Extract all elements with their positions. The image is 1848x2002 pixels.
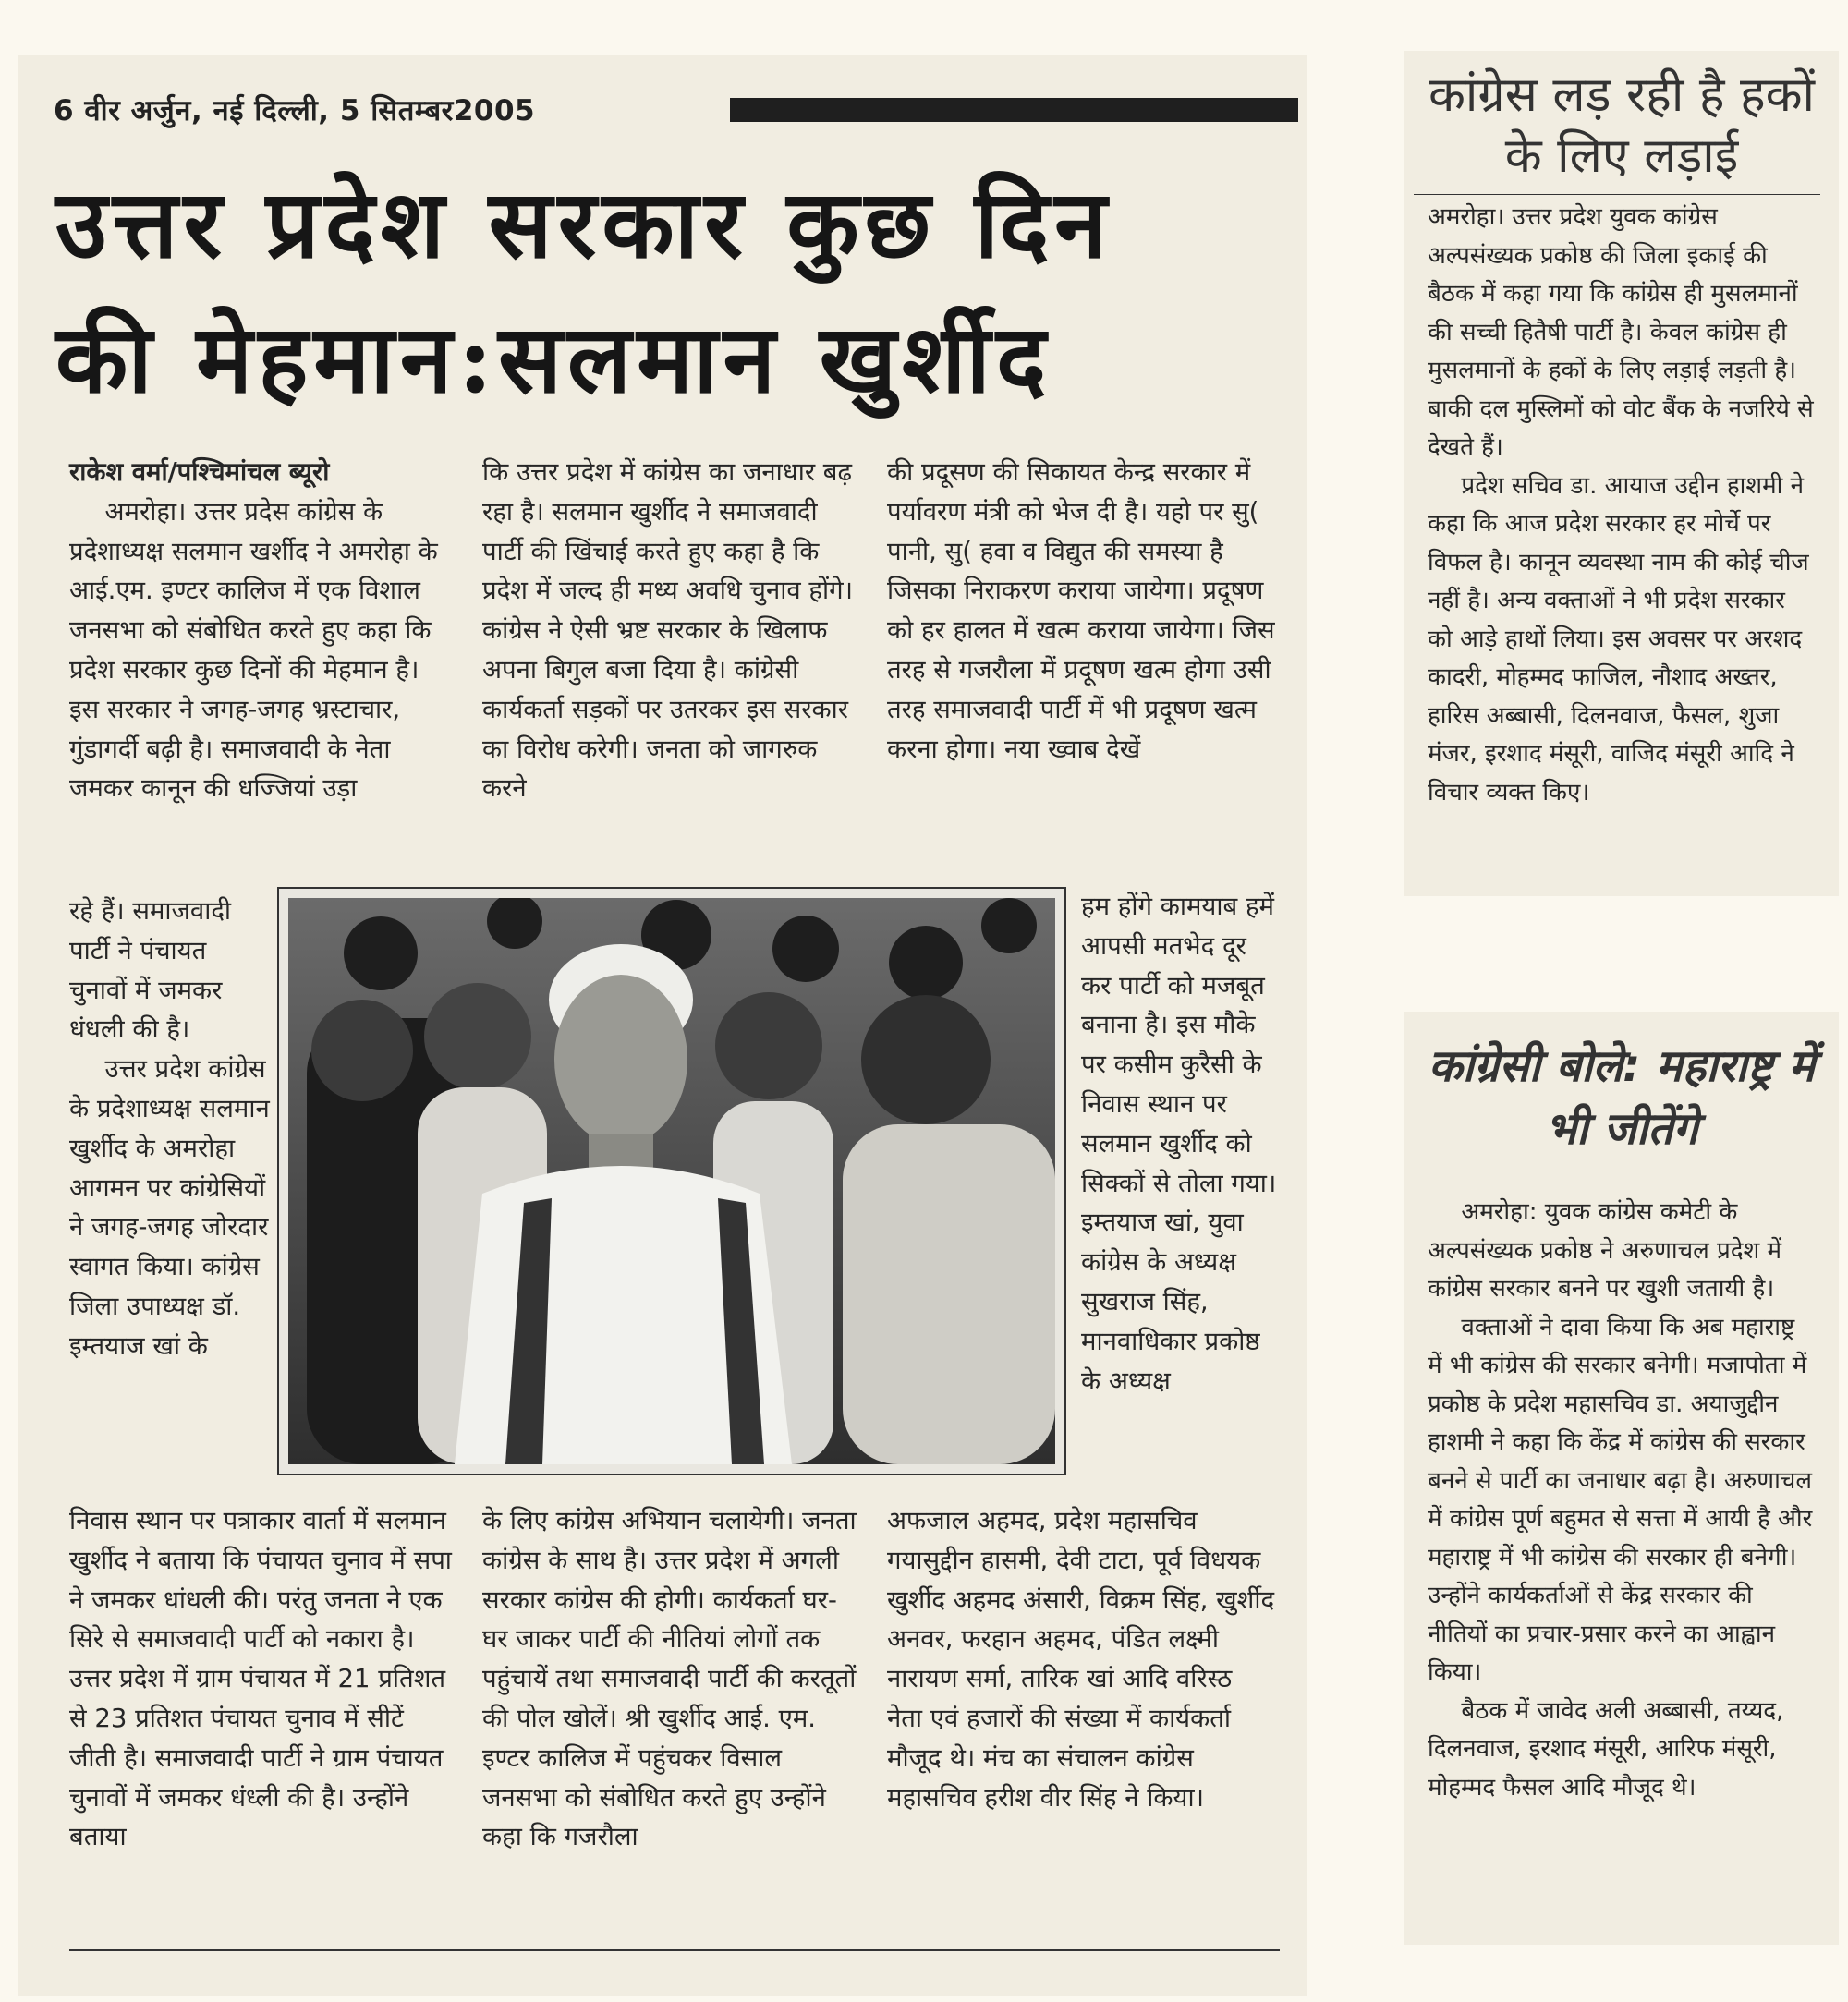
- article-paragraph: अमरोहा। उत्तर प्रदेस कांग्रेस के प्रदेशाध्यक्ष सलमान खर्शीद ने अमरोहा के आई.एम. इण्टर कालिज में एक विशाल जनसभा को संबोधित करते हुए कहा कि प्रदेश सरकार कुछ दिनों की मेहमान है। इस सरकार ने जगह-जगह भ्रस्टाचार, गुंडागर्दी बढ़ी है। समाजवादी के नेता जमकर कानून की धज्जियां उड़ा: [69, 496, 438, 804]
- divider: [1414, 194, 1820, 195]
- side2-headline: कांग्रेसी बोले: महाराष्ट्र में भी जीतेंगे: [1428, 1040, 1816, 1155]
- dateline: 6 वीर अर्जुन, नई दिल्ली, 5 सितम्बर2005: [54, 94, 536, 127]
- article-col1-top: [69, 453, 453, 808]
- news-photo: [277, 887, 1066, 1475]
- article-paragraph: अमरोहा: युवक कांग्रेस कमेटी के अल्पसंख्यक प्रकोष्ठ ने अरुणाचल प्रदेश में कांग्रेस सरकार बनने पर खुशी जतायी है।: [1428, 1198, 1782, 1303]
- article-paragraph: कि उत्तर प्रदेश में कांग्रेस का जनाधार बढ़ रहा है। सलमान खुर्शीद ने समाजवादी पार्टी की खिंचाई करते हुए कहा है कि प्रदेश में जल्द ही मध्य अवधि चुनाव होंगे। कांग्रेस ने ऐसी भ्रष्ट सरकार के खिलाफ अपना बिगुल बजा दिया है। कांग्रेसी कार्यकर्ता सड़कों पर उतरकर इस सरकार का विरोध करेगी। जनता को जागरुक करने: [482, 457, 854, 804]
- article-col2-top: [482, 453, 857, 808]
- side1-body: [1428, 199, 1816, 812]
- bottom-rule: [69, 1949, 1280, 1951]
- side1-headline: कांग्रेस लड़ रही है हकों के लिए लड़ाई: [1428, 67, 1816, 184]
- article-col2-bottom: [482, 1501, 857, 1857]
- article-paragraph: अमरोहा। उत्तर प्रदेश युवक कांग्रेस अल्पसंख्यक प्रकोष्ठ की जिला इकाई की बैठक में कहा गया कि कांग्रेस ही मुसलमानों की सच्ची हितैषी पार्टी है। केवल कांग्रेस ही मुसलमानों के हकों के लिए लड़ाई लड़ती है। बाकी दल मुस्लिमों को वोट बैंक के नजरिये से देखते हैं।: [1428, 203, 1814, 461]
- headline-line-1: उत्तर प्रदेश सरकार कुछ दिन: [55, 169, 1112, 280]
- article-paragraph: उत्तर प्रदेश कांग्रेस के प्रदेशाध्यक्ष सलमान खुर्शीद के अमरोहा आगमन पर कांग्रेसियों ने जगह-जगह जोरदार स्वागत किया। कांग्रेस जिला उपाध्यक्ष डॉ. इम्तयाज खां के: [69, 1054, 270, 1361]
- byline: राकेश वर्मा/पश्चिमांचल ब्यूरो: [69, 457, 330, 487]
- crowd-photo-illustration: [288, 898, 1055, 1464]
- article-paragraph: बैठक में जावेद अली अब्बासी, तय्यद, दिलनवाज, इरशाद मंसूरी, आरिफ मंसूरी, मोहम्मद फैसल आदि मौजूद थे।: [1428, 1696, 1784, 1802]
- article-paragraph: हम होंगे कामयाब हमें आपसी मतभेद दूर कर पार्टी को मजबूत बनाना है। इस मौके पर कसीम कुरैसी के निवास स्थान पर सलमान खुर्शीद को सिक्कों से तोला गया। इम्तयाज खां, युवा कांग्रेस के अध्यक्ष सुखराज सिंह, मानवाधिकार प्रकोष्ठ के अध्यक्ष: [1081, 892, 1277, 1396]
- article-col3-bottom: [887, 1501, 1275, 1817]
- dateline-rule: [730, 98, 1298, 122]
- side2-body: [1428, 1194, 1816, 1807]
- article-paragraph: वक्ताओं ने दावा किया कि अब महाराष्ट्र में भी कांग्रेस की सरकार बनेगी। मजापोता में प्रकोष्ठ के प्रदेश महासचिव डा. अयाजुद्दीन हाशमी ने कहा कि केंद्र में कांग्रेस की सरकार बनने से पार्टी का जनाधार बढ़ा है। अरुणाचल में कांग्रेस पूर्ण बहुमत से सत्ता में आयी है और महाराष्ट्र में भी कांग्रेस की सरकार ही बनेगी। उन्होंने कार्यकर्ताओं से केंद्र सरकार की नीतियों का प्रचार-प्रसार करने का आह्वान किया।: [1428, 1313, 1813, 1686]
- article-col1-narrow: [69, 892, 271, 1366]
- article-paragraph: अफजाल अहमद, प्रदेश महासचिव गयासुद्दीन हासमी, देवी टाटा, पूर्व विधयक खुर्शीद अहमद अंसारी, विक्रम सिंह, खुर्शीद अनवर, फरहान अहमद, पंडित लक्ष्मी नारायण सर्मा, तारिक खां आदि वरिस्ठ नेता एवं हजारों की संख्या में कार्यकर्ता मौजूद थे। मंच का संचालन कांग्रेस महासचिव हरीश वीर सिंह ने किया।: [887, 1506, 1275, 1813]
- article-paragraph: रहे हैं। समाजवादी पार्टी ने पंचायत चुनावों में जमकर धंधली की है।: [69, 896, 232, 1045]
- article-col3-narrow: [1081, 887, 1277, 1401]
- headline-line-2: की मेहमान:सलमान खुर्शीद: [55, 304, 1052, 415]
- article-paragraph: प्रदेश सचिव डा. आयाज उद्दीन हाशमी ने कहा कि आज प्रदेश सरकार हर मोर्चे पर विफल है। कानून व्यवस्था नाम की कोई चीज नहीं है। अन्य वक्ताओं ने भी प्रदेश सरकार को आड़े हाथों लिया। इस अवसर पर अरशद कादरी, मोहम्मद फाजिल, नौशाद अख्तर, हारिस अब्बासी, दिलनवाज, फैसल, शुजा मंजर, इरशाद मंसूरी, वाजिद मंसूरी आदि ने विचार व्यक्त किए।: [1428, 471, 1809, 807]
- article-col1-bottom: [69, 1501, 453, 1857]
- article-col3-top: [887, 453, 1275, 769]
- article-paragraph: की प्रदूसण की सिकायत केन्द्र सरकार में पर्यावरण मंत्री को भेज दी है। यहो पर सु( पानी, सु( हवा व विद्युत की समस्या है जिसका निराकरण कराया जायेगा। प्रदूषण को हर हालत में खत्म कराया जायेगा। जिस तरह से गजरौला में प्रदूषण खत्म होगा उसी तरह समाजवादी पार्टी में भी प्रदूषण खत्म करना होगा। नया ख्वाब देखें: [887, 457, 1275, 764]
- article-paragraph: निवास स्थान पर पत्राकार वार्ता में सलमान खुर्शीद ने बताया कि पंचायत चुनाव में सपा ने जमकर धांधली की। परंतु जनता ने एक सिरे से समाजवादी पार्टी को नकारा है। उत्तर प्रदेश में ग्राम पंचायत में 21 प्रतिशत से 23 प्रतिशत पंचायत चुनाव में सीटें जीती है। समाजवादी पार्टी ने ग्राम पंचायत चुनावों में जमकर धंध्ली की है। उन्होंने बताया: [69, 1506, 452, 1852]
- article-paragraph: के लिए कांग्रेस अभियान चलायेगी। जनता कांग्रेस के साथ है। उत्तर प्रदेश में अगली सरकार कांग्रेस की होगी। कार्यकर्ता घर-घर जाकर पार्टी की नीतियां लोगों तक पहुंचायें तथा समाजवादी पार्टी की करतूतों की पोल खोलें। श्री खुर्शीद आई. एम. इण्टर कालिज में पहुंचकर विसाल जनसभा को संबोधित करते हुए उन्होंने कहा कि गजरौला: [482, 1506, 857, 1852]
